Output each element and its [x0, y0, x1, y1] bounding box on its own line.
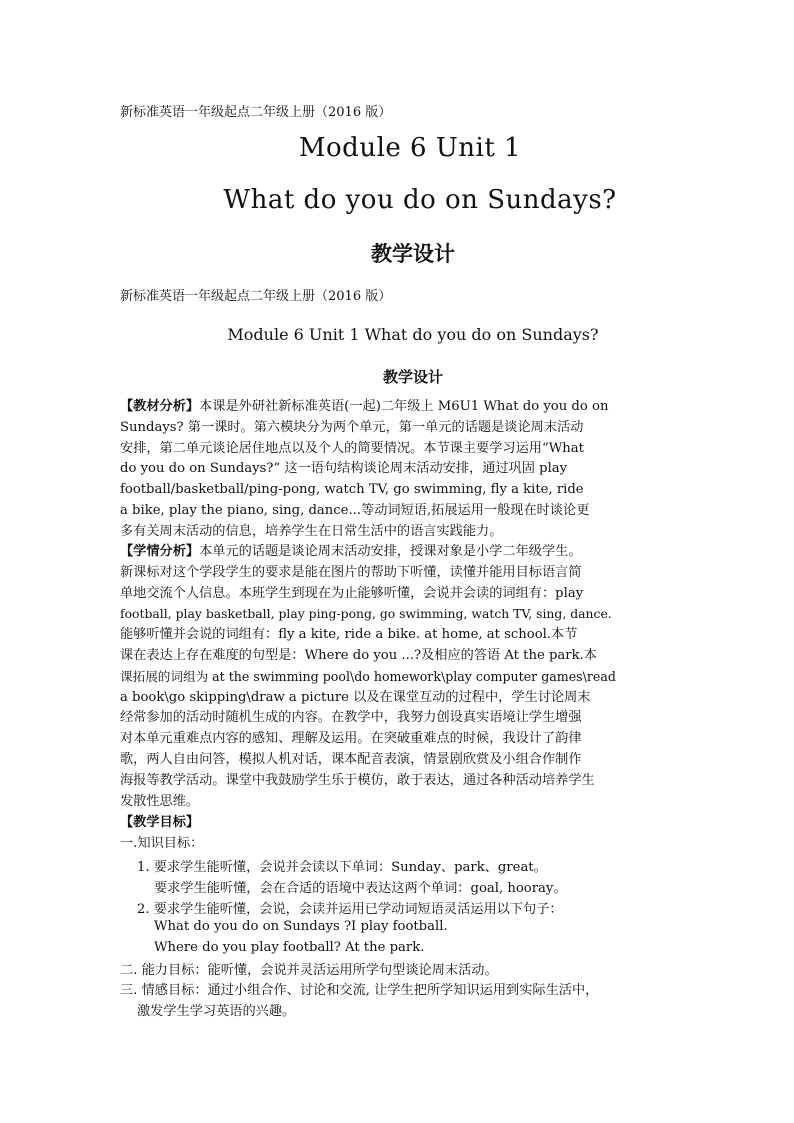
student-line: 单地交流个人信息。本班学生到现在为止能够听懂，会说并会读的词组有：play [120, 585, 584, 601]
analysis-line: Sundays? 第一课时。第六模块分为两个单元，第一单元的话题是谈论周末活动 [120, 419, 584, 435]
knowledge-heading: 一.知识目标： [120, 836, 204, 851]
analysis-heading: 【教材分析】 [120, 399, 200, 414]
knowledge-item: 2. 要求学生能听懂，会说，会读并运用已学动词短语灵活运用以下句子： [137, 902, 563, 917]
emotion-goal-cont: 激发学生学习英语的兴趣。 [137, 1004, 296, 1019]
student-section [120, 542, 686, 812]
student-line: 对本单元重难点内容的感知、理解及运用。在突破重难点的时候，我设计了韵律 [120, 731, 582, 747]
student-line: 经常参加的活动时随机生成的内容。在教学中，我努力创设真实语境让学生增强 [120, 710, 582, 726]
student-line: 新课标对这个学段学生的要求是能在图片的帮助下听懂，读懂并能用目标语言简 [120, 564, 582, 580]
knowledge-item: Where do you play football? At the park. [154, 940, 425, 955]
analysis-section [120, 397, 686, 543]
emotion-goal: 三. 情感目标：通过小组合作、讨论和交流, 让学生把所学知识运用到实际生活中， [120, 983, 599, 998]
goals-heading: 【教学目标】 [120, 815, 200, 830]
student-line: 【学情分析】本单元的话题是谈论周末活动安排，授课对象是小学二年级学生。 [120, 544, 582, 559]
analysis-line: do you do on Sundays?” 这一语句结构谈论周末活动安排，通过巩固 play [120, 461, 568, 477]
student-line: football, play basketball, play ping-pong, go swimming, watch TV, sing, dance. [120, 606, 612, 622]
student-line: 海报等教学活动。课堂中我鼓励学生乐于模仿，敢于表达，通过各种活动培养学生 [120, 772, 595, 788]
knowledge-item: 要求学生能听懂，会在合适的语境中表达这两个单词：goal, hooray。 [154, 881, 567, 896]
student-line: 课在表达上存在难度的句型是：Where do you ...?及相应的答语 At the park.本 [120, 647, 597, 663]
title-design: 教学设计 [371, 241, 455, 266]
student-heading: 【学情分析】 [120, 544, 200, 559]
knowledge-item: What do you do on Sundays ?I play football. [154, 919, 448, 934]
sub-caption: 新标准英语一年级起点二年级上册（2016 版） [120, 289, 392, 304]
ability-goal: 二. 能力目标：能听懂，会说并灵活运用所学句型谈论周末活动。 [120, 963, 498, 978]
student-line: a book\go skipping\draw a picture 以及在课堂互动的过程中，学生讨论周末 [120, 689, 591, 705]
analysis-line: 安排，第二单元谈论居住地点以及个人的简要情况。本节课主要学习运用“What [120, 440, 584, 456]
analysis-line: 多有关周末活动的信息，培养学生在日常生活中的语言实践能力。 [120, 523, 503, 539]
analysis-line: football/basketball/ping-pong, watch TV, go swimming, fly a kite, ride [120, 482, 584, 498]
analysis-line: 【教材分析】本课是外研社新标准英语(一起)二年级上 M6U1 What do you do on [120, 399, 609, 414]
student-line: 发散性思维。 [120, 793, 200, 809]
sub-design: 教学设计 [382, 368, 443, 386]
student-line: 能够听懂并会说的词组有：fly a kite, ride a bike. at home, at school.本节 [120, 627, 578, 643]
analysis-line: a bike, play the piano, sing, dance...等动词短语,拓展运用一般现在时谈论更 [120, 502, 590, 518]
top-caption: 新标准英语一年级起点二年级上册（2016 版） [120, 105, 392, 120]
title-module: Module 6 Unit 1 [298, 133, 522, 163]
title-question: What do you do on Sundays? [223, 185, 617, 215]
sub-title: Module 6 Unit 1 What do you do on Sundays? [227, 325, 599, 344]
student-line: 课拓展的词组为 at the swimming pool\do homework\play computer games\read [120, 668, 616, 684]
knowledge-item: 1. 要求学生能听懂，会说并会读以下单词：Sunday、park、great。 [137, 860, 547, 875]
student-line: 歌，两人自由问答，模拟人机对话，课本配音表演，情景剧欣赏及小组合作制作 [120, 751, 582, 767]
